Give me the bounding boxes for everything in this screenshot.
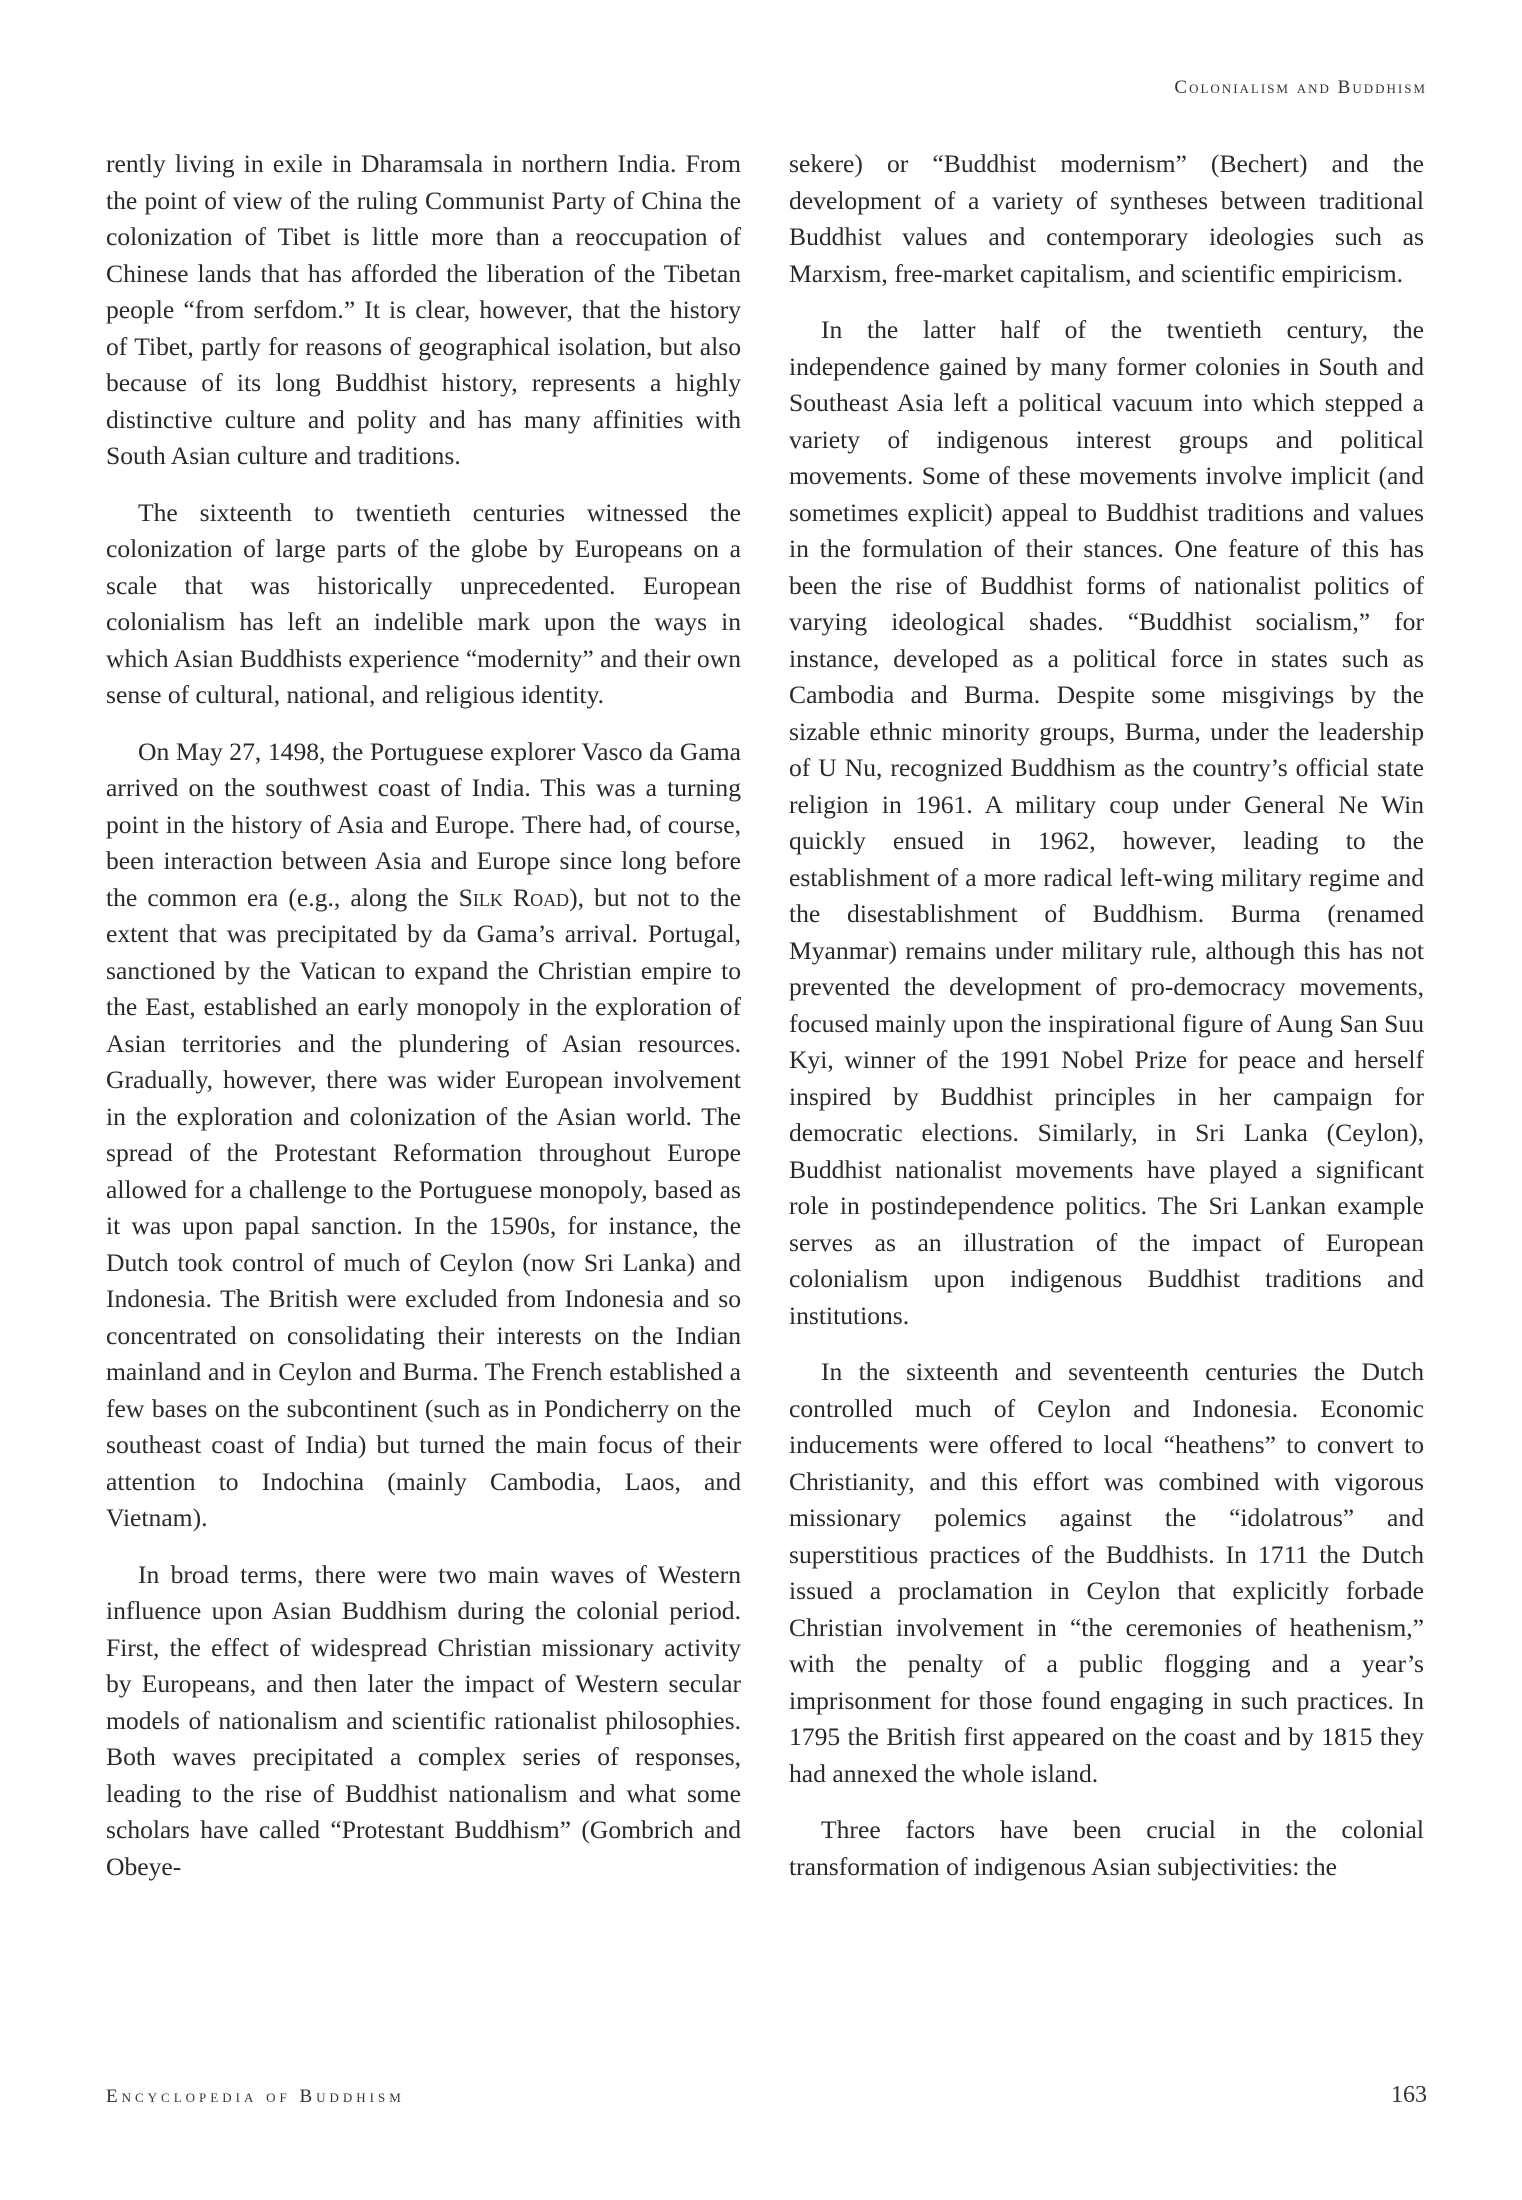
running-head-title: Colonialism and Buddhism bbox=[1174, 77, 1427, 98]
right-column bbox=[789, 146, 1424, 1905]
left-column bbox=[106, 146, 741, 1905]
right-paragraph-1: sekere) or “Buddhist modernism” (Bechert) and the development of a variety of syntheses between traditional Buddhist values and contemporary ideologies such as Marxism, free-market capitalism, and scientific empiricism. bbox=[789, 149, 1424, 288]
silk-road-cross-reference[interactable]: Silk Road bbox=[458, 882, 570, 912]
right-paragraph-2: In the latter half of the twentieth century, the independence gained by many former colonies in South and Southeast Asia left a political vacuum into which stepped a variety of indigenous interest groups and political movements. Some of these movements involve implicit (and sometimes explicit) appeal to Buddhist traditions and values in the formulation of their stances. One feature of this has been the rise of Buddhist forms of nationalist politics of varying ideological shades. “Buddhist socialism,” for instance, developed as a political force in states such as Cambodia and Burma. Despite some misgivings by the sizable ethnic minority groups, Burma, under the leadership of U Nu, recognized Buddhism as the country’s official state religion in 1961. A military coup under General Ne Win quickly ensued in 1962, however, leading to the establishment of a more radical left-wing military regime and the disestablishment of Buddhism. Burma (renamed Myanmar) remains under military rule, although this has not prevented the development of pro-democracy movements, focused mainly upon the inspirational figure of Aung San Suu Kyi, winner of the 1991 Nobel Prize for peace and herself inspired by Buddhist principles in her campaign for democratic elections. Similarly, in Sri Lanka (Ceylon), Buddhist nationalist movements have played a significant role in postindependence politics. The Sri Lankan example serves as an illustration of the impact of European colonialism upon indigenous Buddhist traditions and institutions. bbox=[789, 315, 1424, 1330]
left-paragraph-4: In broad terms, there were two main waves of Western influence upon Asian Buddhism during the colonial period. First, the effect of widespread Christian missionary activity by Europeans, and then later the impact of Western secular models of nationalism and scientific rationalist philosophies. Both waves precipitated a complex series of responses, leading to the rise of Buddhist nationalism and what some scholars have called “Protestant Buddhism” (Gombrich and Obeye- bbox=[106, 1559, 741, 1881]
left-paragraph-2: The sixteenth to twentieth centuries witnessed the colonization of large parts of the globe by Europeans on a scale that was historically unprecedented. European colonialism has left an indelible mark upon the ways in which Asian Buddhists experience “modernity” and their own sense of cultural, national, and religious identity. bbox=[106, 497, 741, 709]
page-number: 163 bbox=[1391, 2082, 1427, 2108]
right-paragraph-4: Three factors have been crucial in the colonial transformation of indigenous Asian subjectivities: the bbox=[789, 1815, 1424, 1881]
left-paragraph-1: rently living in exile in Dharamsala in northern India. From the point of view of the ruling Communist Party of China the colonization of Tibet is little more than a reoccupation of Chinese lands that has afforded the liberation of the Tibetan people “from serfdom.” It is clear, however, that the history of Tibet, partly for reasons of geographical isolation, but also because of its long Buddhist history, represents a highly distinctive culture and polity and has many affinities with South Asian culture and traditions. bbox=[106, 149, 741, 470]
right-paragraph-3: In the sixteenth and seventeenth centuries the Dutch controlled much of Ceylon and Indonesia. Economic inducements were offered to local “heathens” to convert to Christianity, and this effort was combined with vigorous missionary polemics against the “idolatrous” and superstitious practices of the Buddhists. In 1711 the Dutch issued a proclamation in Ceylon that explicitly forbade Christian involvement in “the ceremonies of heathenism,” with the penalty of a public flogging and a year’s imprisonment for those found engaging in such practices. In 1795 the British first appeared on the coast and by 1815 they had annexed the whole island. bbox=[789, 1357, 1424, 1788]
left-paragraph-3 bbox=[106, 734, 741, 1537]
footer-book-title: Encyclopedia of Buddhism bbox=[106, 2086, 405, 2107]
left-paragraph-3-text-a: On May 27, 1498, the Portuguese explorer Vasco da Gama arrived on the southwest coast of India. This was a turning point in the history of Asia and Europe. There had, of course, been interaction between Asia and Europe since long before the common era (e.g., along the bbox=[106, 736, 741, 912]
left-paragraph-3-text-b: ), but not to the extent that was precipitated by da Gama’s arrival. Portugal, sanctioned by the Vatican to expand the Christian empire to the East, established an early monopoly in the exploration of Asian territories and the plundering of Asian resources. Gradually, however, there was wider European involvement in the exploration and colonization of the Asian world. The spread of the Protestant Reformation throughout Europe allowed for a challenge to the Portuguese monopoly, based as it was upon papal sanction. In the 1590s, for instance, the Dutch took control of much of Ceylon (now Sri Lanka) and Indonesia. The British were excluded from Indonesia and so concentrated on consolidating their interests on the Indian mainland and in Ceylon and Burma. The French established a few bases on the subcontinent (such as in Pondicherry on the southeast coast of India) but turned the main focus of their attention to Indochina (mainly Cambodia, Laos, and Vietnam). bbox=[106, 882, 741, 1532]
